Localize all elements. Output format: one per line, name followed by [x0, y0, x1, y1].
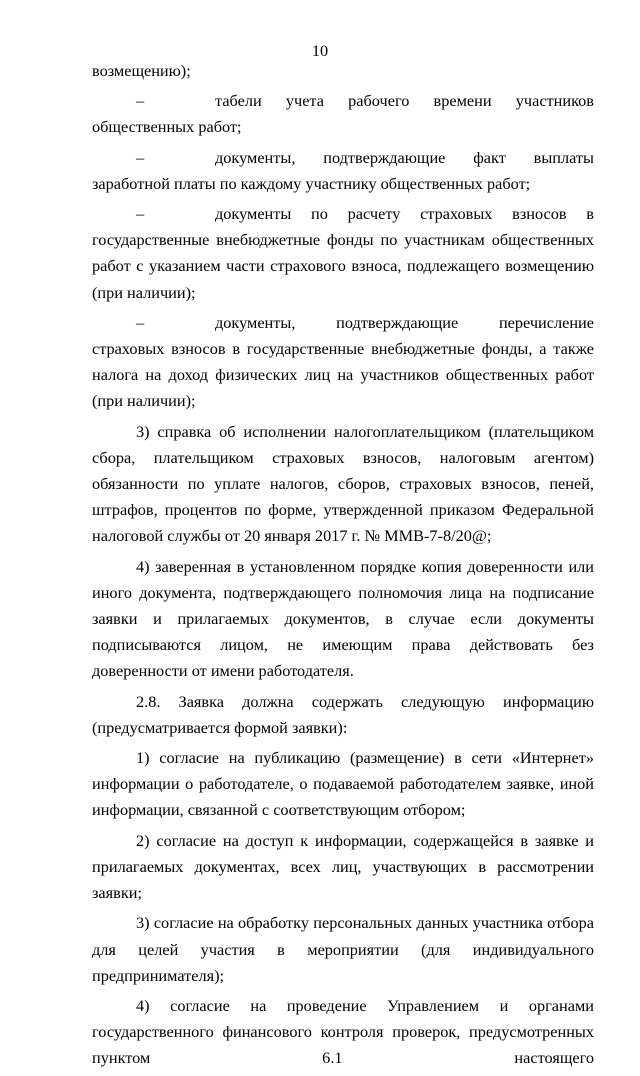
list-item-dash [92, 88, 594, 140]
list-item-dash [92, 201, 594, 306]
list-item-text: документы, подтверждающие факт выплаты заработной платы по каждому участнику общественных работ; [92, 147, 594, 193]
paragraph-clause-2-8: 2.8. Заявка должна содержать следующую информацию (предусматривается формой заявки): [92, 691, 594, 737]
list-item-text: табели учета рабочего времени участников общественных работ; [92, 91, 594, 137]
paragraph-consent-2: 2) согласие на доступ к информации, содержащейся в заявке и прилагаемых документах, всех лиц, участвующих в рассмотрении заявки; [92, 830, 594, 903]
list-item-dash [92, 310, 594, 415]
page-number: 10 [311, 41, 329, 60]
list-item-dash [92, 145, 594, 197]
paragraph-consent-1: 1) согласие на публикацию (размещение) в сети «Интернет» информации о работодателе, о подаваемой работодателем заявке, иной информации, связанной с соответствующим отбором; [92, 748, 594, 820]
dash-marker: – [136, 91, 145, 111]
dash-marker: – [136, 147, 145, 167]
list-item-text: документы по расчету страховых взносов в государственные внебюджетные фонды по участникам общественных работ с указанием части страхового взноса, подлежащего возмещению (при наличии); [92, 204, 594, 302]
document-body [92, 58, 594, 1076]
dash-marker: – [136, 204, 145, 224]
paragraph-item-4: 4) заверенная в установленном порядке копия доверенности или иного документа, подтверждающего полномочия лица на подписание заявки и прилагаемых документов, в случае если документы подписываются лицом, не имеющим права действовать без доверенности от имени работодателя. [92, 556, 594, 681]
paragraph-item-3: 3) справка об исполнении налогоплательщиком (плательщиком сбора, плательщиком страховых взносов, налоговым агентом) обязанности по уплате налогов, сборов, страховых взносов, пеней, штрафов, процентов по форме, утвержденной приказом Федеральной налоговой службы от 20 января 2017 г. № ММВ-7-8/20@; [92, 421, 594, 546]
list-item-text: документы, подтверждающие перечисление страховых взносов в государственные внебюджетные фонды, а также налога на доход физических лиц на участников общественных работ (при наличии); [92, 312, 594, 411]
paragraph-consent-4: 4) согласие на проведение Управлением и органами государственного финансового контроля проверок, предусмотренных пунктом 6.1 настоящего [92, 995, 594, 1068]
dash-marker: – [136, 312, 145, 332]
paragraph-continuation: возмещению); [92, 61, 191, 80]
paragraph-consent-3: 3) согласие на обработку персональных данных участника отбора для целей участия в мероприятии (для индивидуального предпринимателя); [92, 913, 594, 985]
